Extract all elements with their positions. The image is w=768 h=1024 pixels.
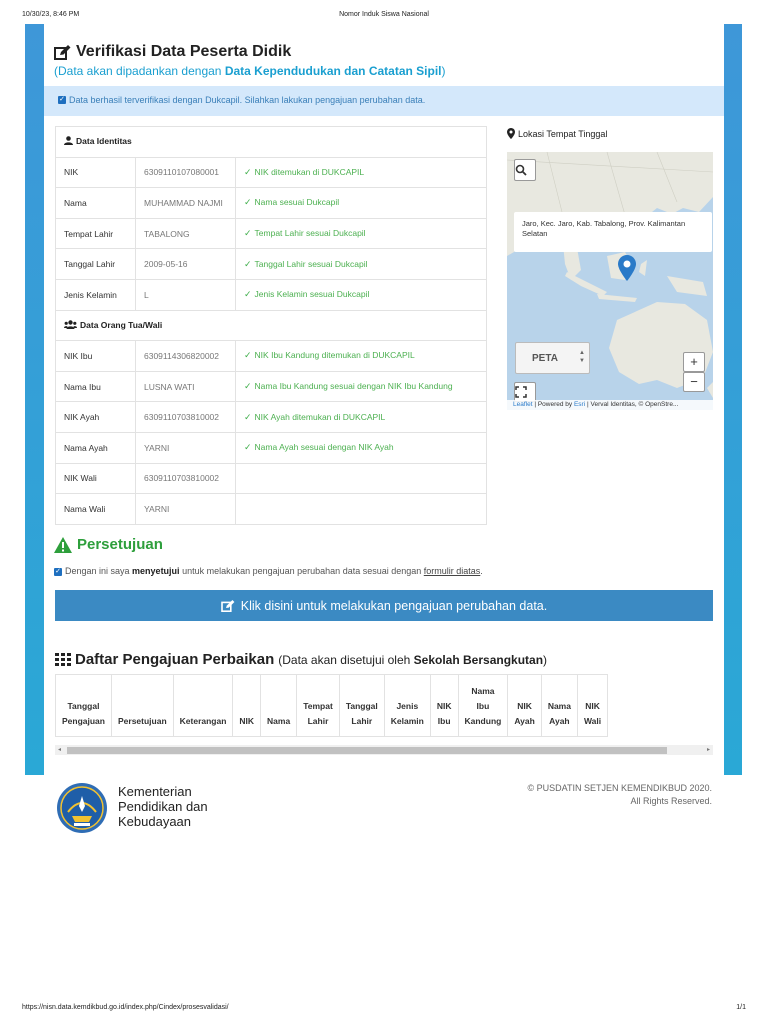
check-square-icon: ✓ [59, 96, 65, 103]
column-header[interactable] [173, 675, 233, 737]
verification-status [236, 249, 487, 280]
print-url: https://nisn.data.kemdikbud.go.id/index.php/Cindex/prosesvalidasi/ [22, 1004, 229, 1011]
field-value: 6309110703810002 [136, 463, 236, 494]
verification-status [236, 279, 487, 310]
field-value: LUSNA WATI [136, 371, 236, 402]
column-header-line: Tanggal [67, 701, 100, 711]
horizontal-scrollbar[interactable] [55, 745, 713, 755]
column-header[interactable] [577, 675, 607, 737]
field-value: 6309110703810002 [136, 402, 236, 433]
column-header-line: Lahir [307, 716, 329, 726]
field-label: Jenis Kelamin [56, 279, 136, 310]
field-value: YARNI [136, 432, 236, 463]
scroll-right-icon[interactable]: ▸ [706, 747, 710, 753]
field-label: NIK Ibu [56, 341, 136, 372]
column-header-line: Lahir [351, 716, 373, 726]
field-value: 6309114306820002 [136, 341, 236, 372]
layer-selector[interactable]: PETA ▲ ▼ [515, 342, 590, 374]
column-header[interactable] [233, 675, 261, 737]
field-label: NIK [56, 157, 136, 188]
column-header[interactable] [541, 675, 577, 737]
column-header-line: Jenis [396, 701, 419, 711]
column-header-line: Kandung [464, 716, 502, 726]
leaflet-link[interactable]: Leaflet [513, 401, 533, 408]
column-header[interactable] [458, 675, 508, 737]
column-header-line: Pengajuan [62, 716, 105, 726]
column-header[interactable] [339, 675, 384, 737]
status-text: Tempat Lahir sesuai Dukcapil [254, 228, 366, 239]
field-label: Tanggal Lahir [56, 249, 136, 280]
field-label: Nama [56, 188, 136, 219]
column-header[interactable] [430, 675, 458, 737]
field-value: TABALONG [136, 218, 236, 249]
user-icon [64, 136, 73, 147]
warning-icon [54, 537, 72, 553]
field-value: 2009-05-16 [136, 249, 236, 280]
verification-status [236, 494, 487, 525]
zoom-out-button[interactable]: − [683, 372, 705, 392]
fullscreen-button[interactable] [514, 382, 536, 402]
verification-status [236, 157, 487, 188]
column-header-line: Ayah [514, 716, 535, 726]
status-text: NIK ditemukan di DUKCAPIL [254, 166, 365, 177]
identity-table [55, 126, 487, 525]
edit-icon [221, 600, 235, 612]
map-label: Lokasi Tempat Tinggal [507, 128, 607, 139]
column-header-line: NIK [585, 701, 600, 711]
field-label: Nama Wali [56, 494, 136, 525]
print-title: Nomor Induk Siswa Nasional [339, 11, 429, 18]
status-text: Jenis Kelamin sesuai Dukcapil [254, 289, 370, 300]
scroll-left-icon[interactable]: ◂ [58, 747, 62, 753]
field-label: NIK Wali [56, 463, 136, 494]
column-header[interactable] [297, 675, 340, 737]
verification-status [236, 218, 487, 249]
map-search-button[interactable] [514, 159, 536, 181]
check-icon: ✓ [244, 228, 252, 239]
check-icon: ✓ [244, 258, 252, 269]
print-datetime: 10/30/23, 8:46 PM [22, 11, 80, 18]
status-text: Nama Ayah sesuai dengan NIK Ayah [254, 442, 394, 453]
consent-heading: Persetujuan [54, 536, 163, 553]
status-text: NIK Ayah ditemukan di DUKCAPIL [254, 411, 386, 422]
alert-text: Data berhasil terverifikasi dengan Dukcapil. Silahkan lakukan pengajuan perubahan data. [69, 95, 426, 105]
section-header-row [56, 310, 487, 341]
table-row [56, 432, 487, 463]
check-icon: ✓ [244, 442, 252, 453]
map-popup: Jaro, Kec. Jaro, Kab. Tabalong, Prov. Kalimantan Selatan [514, 212, 712, 252]
ministry-name: Kementerian Pendidikan dan Kebudayaan [118, 784, 208, 829]
field-value: L [136, 279, 236, 310]
section-header-row [56, 127, 487, 158]
column-header-line: Tempat [303, 701, 333, 711]
search-icon [515, 164, 527, 176]
table-row [56, 218, 487, 249]
status-text: Nama Ibu Kandung sesuai dengan NIK Ibu Kandung [254, 381, 453, 392]
consent-checkbox[interactable]: ✓ [55, 567, 61, 575]
page-title: Verifikasi Data Peserta Didik [54, 43, 291, 61]
spinner-arrows-icon: ▲ ▼ [579, 350, 585, 364]
request-table [55, 674, 608, 737]
check-icon: ✓ [244, 411, 252, 422]
field-value: 6309110107080001 [136, 157, 236, 188]
section-label: Data Identitas [76, 136, 132, 147]
field-value: MUHAMMAD NAJMI [136, 188, 236, 219]
verification-status [236, 402, 487, 433]
kemendikbud-logo [56, 782, 108, 834]
verification-status [236, 463, 487, 494]
zoom-in-button[interactable]: + [683, 352, 705, 372]
column-header[interactable] [261, 675, 297, 737]
column-header[interactable] [111, 675, 173, 737]
check-icon: ✓ [244, 350, 252, 361]
column-header-line: NIK [436, 701, 452, 711]
verification-alert [44, 86, 724, 116]
location-map[interactable] [507, 152, 713, 410]
column-header-line: Nama [547, 701, 571, 711]
map-marker-icon [507, 128, 515, 139]
status-text: Tanggal Lahir sesuai Dukcapil [254, 258, 368, 269]
request-list-heading: Daftar Pengajuan Perbaikan (Data akan disetujui oleh Sekolah Bersangkutan) [55, 651, 547, 668]
esri-link[interactable]: Esri [573, 401, 586, 408]
column-header-line: Ibu [437, 716, 451, 726]
column-header-line: NIK [239, 716, 255, 726]
users-icon [64, 320, 77, 331]
request-list-subtitle: (Data akan disetujui oleh Sekolah Bersangkutan) [278, 653, 548, 667]
print-header [22, 11, 746, 21]
status-text: Nama sesuai Dukcapil [254, 197, 340, 208]
column-header-line: Ayah [549, 716, 570, 726]
table-row [56, 249, 487, 280]
field-label: Tempat Lahir [56, 218, 136, 249]
verification-status [236, 432, 487, 463]
status-text: NIK Ibu Kandung ditemukan di DUKCAPIL [254, 350, 415, 361]
map-attribution: Leaflet | Powered by Esri | Verval Identitas, © OpenStre... [507, 400, 713, 410]
check-icon: ✓ [244, 197, 252, 208]
fullscreen-icon [515, 386, 527, 398]
field-value: YARNI [136, 494, 236, 525]
column-header-line: Persetujuan [117, 716, 167, 726]
table-row [56, 341, 487, 372]
field-label: Nama Ibu [56, 371, 136, 402]
table-row [56, 402, 487, 433]
table-row [56, 371, 487, 402]
table-row [56, 494, 487, 525]
section-label: Data Orang Tua/Wali [80, 319, 163, 330]
column-header-line: Tanggal [345, 701, 378, 711]
page-subtitle: (Data akan dipadankan dengan Data Kependudukan dan Catatan Sipil) [54, 64, 446, 78]
field-label: Nama Ayah [56, 432, 136, 463]
table-row [56, 188, 487, 219]
table-row [56, 157, 487, 188]
table-row [56, 463, 487, 494]
column-header[interactable] [508, 675, 541, 737]
column-header-line: Keterangan [179, 716, 227, 726]
scrollbar-thumb[interactable] [67, 747, 667, 754]
field-label: NIK Ayah [56, 402, 136, 433]
submit-change-request-button[interactable]: Klik disini untuk melakukan pengajuan perubahan data. [55, 590, 713, 621]
column-header-line: Nama [267, 716, 291, 726]
map-pin-icon[interactable] [618, 255, 636, 281]
edit-icon [54, 45, 71, 60]
form-link[interactable]: formulir diatas [423, 566, 481, 576]
column-header[interactable] [384, 675, 430, 737]
column-header[interactable] [56, 675, 112, 737]
check-icon: ✓ [244, 381, 252, 392]
request-table-scroll[interactable] [55, 674, 713, 745]
consent-text: Dengan ini saya menyetujui untuk melakukan pengajuan perubahan data sesuai dengan formulir diatas. [65, 566, 483, 576]
column-header-line: Nama [471, 686, 495, 696]
table-row [56, 279, 487, 310]
print-footer [22, 1004, 746, 1014]
verification-status [236, 371, 487, 402]
verification-status [236, 341, 487, 372]
grid-icon [55, 653, 71, 666]
check-icon: ✓ [244, 166, 252, 177]
check-icon: ✓ [244, 289, 252, 300]
column-header-line: Wali [583, 716, 602, 726]
verification-status [236, 188, 487, 219]
copyright: © PUSDATIN SETJEN KEMENDIKBUD 2020. All Rights Reserved. [527, 783, 712, 806]
print-page-number: 1/1 [736, 1004, 746, 1011]
column-header-line: Ibu [476, 701, 490, 711]
column-header-line: Kelamin [390, 716, 424, 726]
consent-checkbox-row[interactable] [54, 566, 483, 576]
column-header-line: NIK [517, 701, 532, 711]
